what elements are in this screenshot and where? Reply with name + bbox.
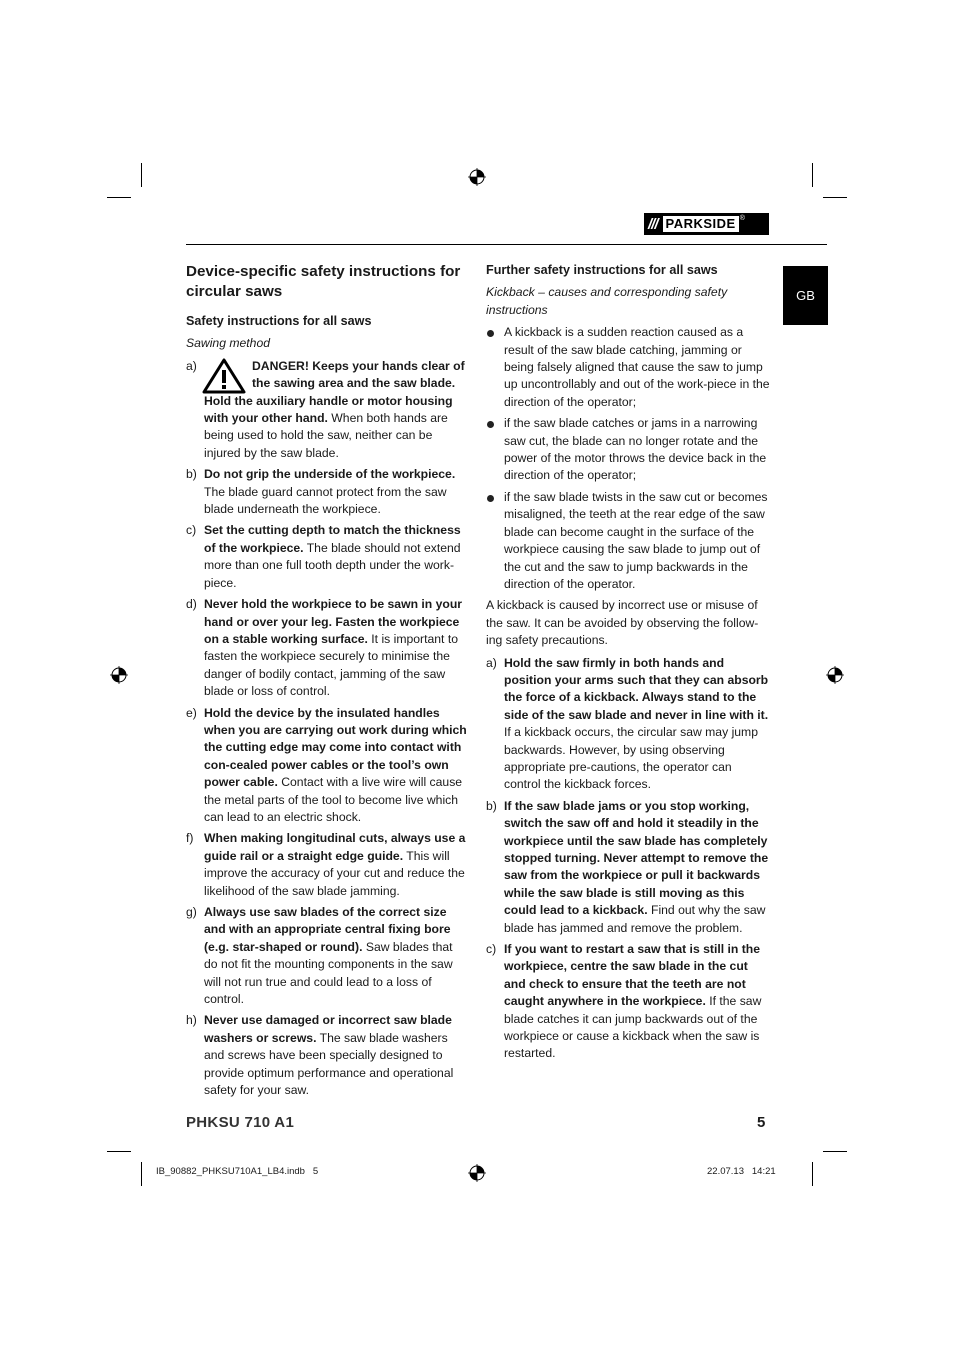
item-marker: b)	[486, 798, 497, 813]
body-paragraph: A kickback is caused by incorrect use or misuse of the saw. It can be avoided by observing the follow-ing safety precautions.	[486, 598, 759, 648]
warning-triangle-icon	[202, 358, 252, 392]
item-text: Contact with a live wire will cause the metal parts of the tool to become live which can lead to an electric shock.	[204, 775, 463, 824]
crop-mark	[141, 1162, 142, 1186]
item-text: Find out why the saw blade has jammed and remove the problem.	[504, 903, 766, 935]
item-marker: a)	[486, 655, 497, 670]
item-marker: h)	[186, 1013, 197, 1028]
item-marker: b)	[186, 467, 197, 482]
language-tab-label: GB	[796, 288, 815, 303]
bullet-item	[486, 489, 770, 593]
registration-mark-icon	[468, 1164, 486, 1182]
registration-mark-icon	[110, 666, 128, 684]
item-text: The blade guard cannot protect from the saw blade underneath the workpiece.	[204, 484, 447, 517]
print-slug-date: 22.07.13 14:21	[707, 1166, 776, 1177]
item-text: If the saw blade catches it can jump backwards out of the workpiece or cause a kickback when the saw is restarted.	[504, 994, 762, 1061]
crop-mark	[107, 1151, 131, 1152]
language-tab	[783, 266, 828, 325]
instruction-item	[186, 705, 468, 827]
instruction-item	[186, 522, 468, 592]
item-bold-text: DANGER! Keeps your hands clear of the sawing area and the saw blade. Hold the auxiliary handle or motor housing with your other hand.	[204, 358, 465, 426]
page-number: 5	[757, 1114, 766, 1131]
subsection-heading: Further safety instructions for all saws	[486, 263, 718, 277]
subsection-subtitle: Kickback – causes and corresponding safety instructions	[486, 285, 728, 317]
bullet-item	[486, 415, 770, 485]
item-marker: a)	[186, 358, 197, 373]
item-marker: e)	[186, 705, 197, 720]
instruction-item	[186, 904, 468, 1008]
registration-mark-icon	[826, 666, 844, 684]
header-rule	[186, 244, 827, 245]
item-text: The blade should not extend more than one full tooth depth under the work-piece.	[204, 540, 461, 590]
item-bold-text: Never use damaged or incorrect saw blade washers or screws.	[204, 1013, 452, 1045]
instruction-item	[186, 1012, 468, 1099]
item-text: The saw blade washers and screws have been specially designed to provide optimum performance and operational safety for your saw.	[204, 1030, 454, 1098]
instruction-item	[186, 466, 468, 518]
bullet-text: if the saw blade catches or jams in a narrowing saw cut, the blade can no longer rotate and the power of the motor throws the device back in the direction of the operator;	[504, 416, 767, 483]
item-marker: g)	[186, 905, 197, 919]
instruction-item	[186, 830, 468, 900]
item-text: If a kickback occurs, the circular saw may jump backwards. However, by using observing appropriate pre-cautions, the operator can control the kickback forces.	[504, 725, 758, 792]
bullet-dot-icon	[487, 495, 494, 502]
left-column	[186, 262, 468, 1103]
bullet-text: A kickback is a sudden reaction caused as a result of the saw blade catching, jamming or being falsely aligned that cause the saw to jump up uncontrollably and out of the work-piece in the direction of the operator;	[504, 325, 770, 409]
instruction-item	[486, 655, 770, 794]
item-bold-text: Never hold the workpiece to be sawn in your hand or over your leg. Fasten the workpiece on a stable working surface.	[204, 597, 463, 646]
crop-mark	[823, 197, 847, 198]
bullet-item	[486, 324, 770, 411]
item-bold-text: Always use saw blades of the correct size and with an appropriate central fixing bore (e.g. star-shaped or round).	[204, 905, 451, 954]
item-bold-text: Set the cutting depth to match the thickness of the workpiece.	[204, 523, 461, 555]
registration-mark-icon	[468, 168, 486, 186]
crop-mark	[812, 163, 813, 187]
instruction-item	[486, 798, 770, 937]
print-slug-file: IB_90882_PHKSU710A1_LB4.indb 5	[156, 1166, 319, 1177]
item-marker: f)	[186, 831, 194, 846]
logo-slashes: ///	[648, 215, 658, 233]
subsection-heading: Safety instructions for all saws	[186, 314, 372, 328]
item-marker: d)	[186, 597, 197, 612]
section-heading: Device-specific safety instructions for circular saws	[186, 263, 461, 300]
logo-registered-mark: ®	[739, 215, 745, 222]
instruction-item	[186, 596, 468, 700]
item-bold-text: Hold the saw firmly in both hands and position your arms such that they can absorb the force of a kickback. Always stand to the side of the saw blade and never in line with it.	[504, 655, 769, 722]
item-bold-text: When making longitudinal cuts, always use a guide rail or a straight edge guide.	[204, 831, 466, 863]
bullet-dot-icon	[487, 330, 494, 337]
crop-mark	[812, 1162, 813, 1186]
item-text: When both hands are being used to hold the saw, neither can be injured by the saw blade.	[204, 411, 448, 460]
item-text: This will improve the accuracy of your cut and reduce the likelihood of the saw blade jamming.	[204, 848, 465, 898]
right-column	[486, 262, 770, 1067]
item-marker: c)	[186, 523, 197, 538]
item-bold-text: If you want to restart a saw that is still in the workpiece, centre the saw blade in the cut and check to ensure that the teeth are not caught anywhere in the workpiece.	[504, 942, 760, 1009]
crop-mark	[107, 197, 131, 198]
item-bold-text: Hold the device by the insulated handles when you are carrying out work during which the cutting edge may come into contact with con-cealed power cables or the tool’s own power cable.	[204, 705, 467, 790]
item-text: Saw blades that do not fit the mounting components in the saw will not run true and could lead to a loss of control.	[204, 939, 453, 1007]
crop-mark	[141, 163, 142, 187]
instruction-item	[186, 358, 468, 462]
item-bold-text: Do not grip the underside of the workpiece.	[204, 467, 456, 482]
crop-mark	[823, 1151, 847, 1152]
item-marker: c)	[486, 942, 497, 957]
bullet-dot-icon	[487, 421, 494, 428]
item-bold-text: If the saw blade jams or you stop working, switch the saw off and hold it steadily in the workpiece until the saw blade has completely stopped turning. Never attempt to remove the saw from the workpiece or pull it backwards while the saw blade is still moving as this could lead to a kickback.	[504, 798, 769, 918]
instruction-item	[486, 941, 770, 1063]
item-text: It is important to fasten the workpiece securely to minimise the danger of bodily contact, jamming of the saw blade or loss of control.	[204, 631, 458, 699]
logo-name: PARKSIDE	[663, 216, 739, 232]
subsection-subtitle: Sawing method	[186, 336, 271, 351]
parkside-logo	[644, 213, 769, 235]
footer-model-number: PHKSU 710 A1	[186, 1114, 295, 1131]
bullet-text: if the saw blade twists in the saw cut or becomes misaligned, the teeth at the rear edge of the saw blade can become caught in the surface of the workpiece causing the saw blade to jump out of the cut and the saw to jump backwards in the direction of the operator.	[504, 489, 768, 591]
